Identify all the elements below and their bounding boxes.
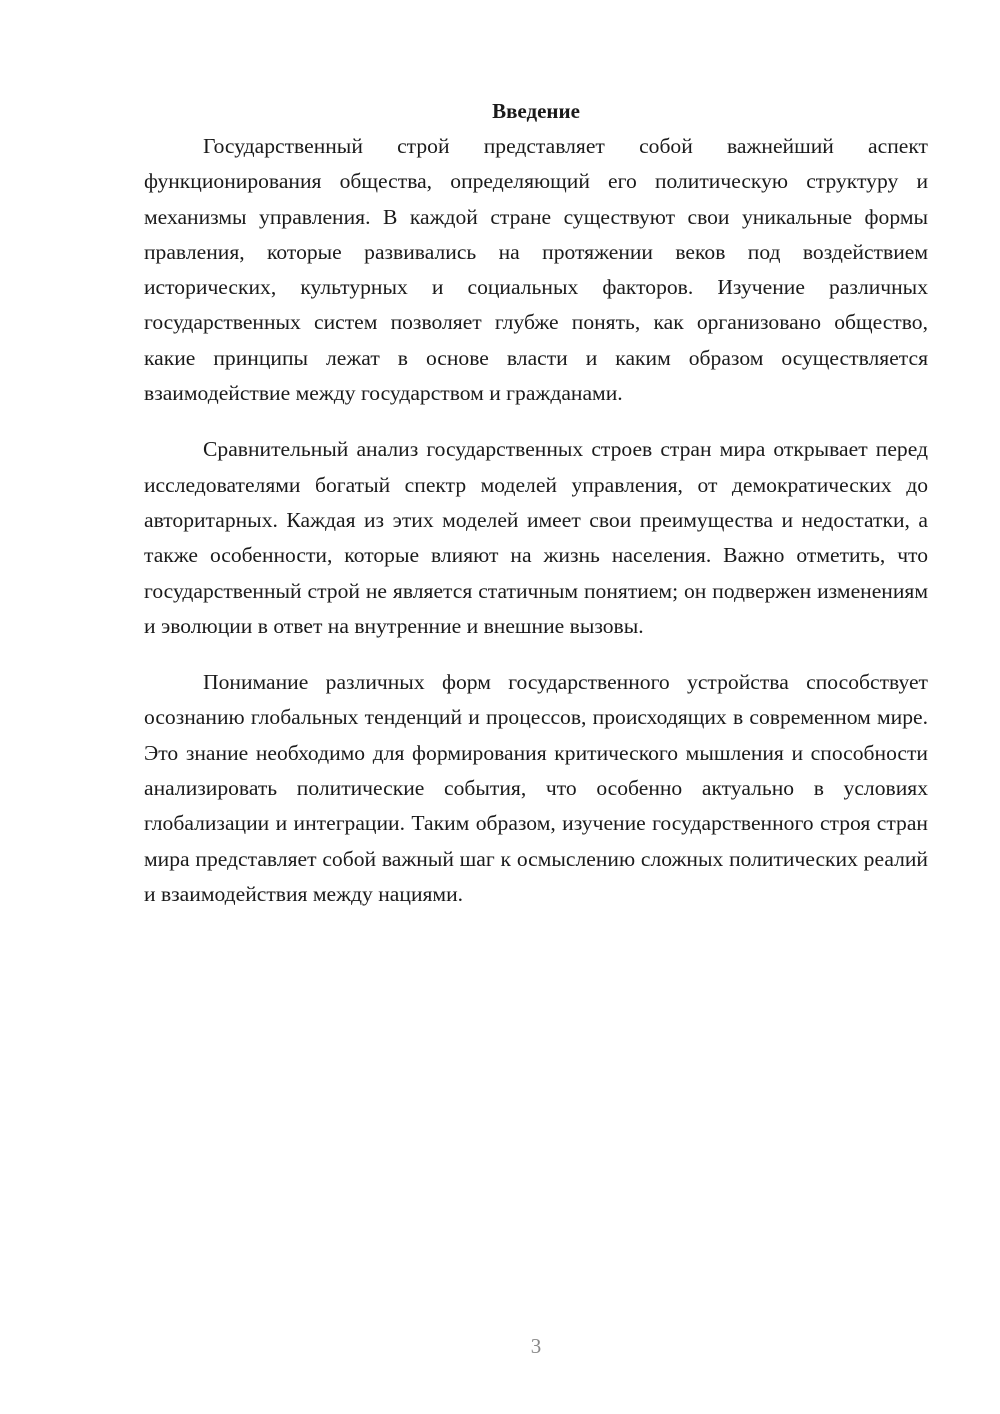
section-title: Введение: [492, 99, 580, 123]
paragraph-3: Понимание различных форм государственного устройства способствует осознанию глобальных тенденций и процессов, происходящих в современном мире. Это знание необходимо для формирования критического мышления и способности анализировать политические события, что особенно актуально в условиях глобализации и интеграции. Таким образом, изучение государственного строя стран мира представляет собой важный шаг к осмыслению сложных политических реалий и взаимодействия между нациями.: [144, 670, 928, 906]
paragraph-1: Государственный строй представляет собой важнейший аспект функционирования общества, определяющий его политическую структуру и механизмы управления. В каждой стране существуют свои уникальные формы правления, которые развивались на протяжении веков под воздействием исторических, культурных и социальных факторов. Изучение различных государственных систем позволяет глубже понять, как организовано общество, какие принципы лежат в основе власти и каким образом осуществляется взаимодействие между государством и гражданами.: [144, 134, 928, 406]
paragraph-2: Сравнительный анализ государственных строев стран мира открывает перед исследователями богатый спектр моделей управления, от демократических до авторитарных. Каждая из этих моделей имеет свои преимущества и недостатки, а также особенности, которые влияют на жизнь населения. Важно отметить, что государственный строй не является статичным понятием; он подвержен изменениям и эволюции в ответ на внутренние и внешние вызовы.: [144, 437, 928, 638]
page-number: 3: [530, 1334, 542, 1358]
page-content: [144, 94, 928, 912]
